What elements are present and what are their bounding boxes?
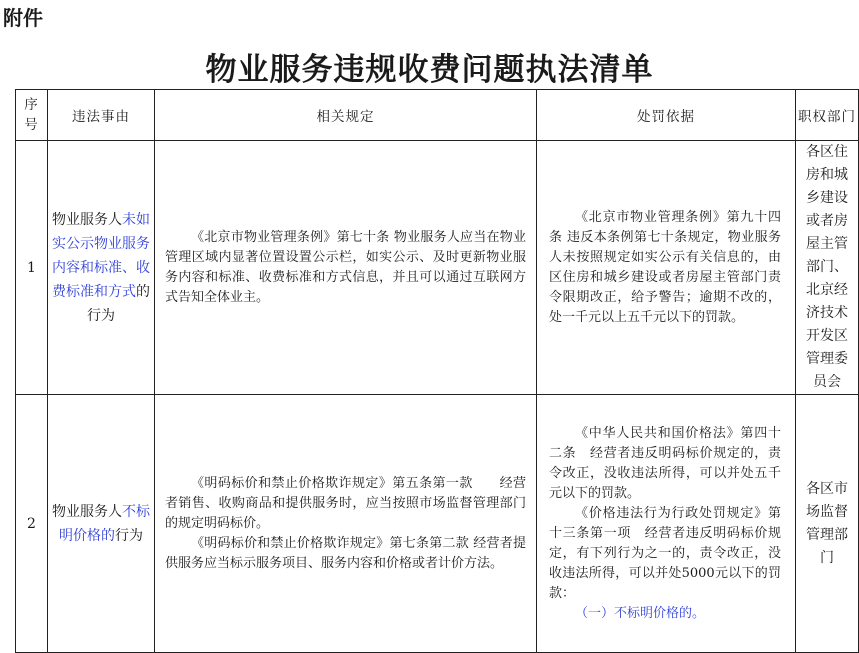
row-regulation [155, 395, 537, 653]
penalty-list-item: （一）不标明价格的。 [575, 605, 706, 621]
header-department: 职权部门 [796, 90, 859, 141]
row-matter [48, 141, 155, 395]
penalty-paragraph: 《中华人民共和国价格法》第四十二条 经营者违反明码标价规定的，责令改正，没收违法所得，可以并处五千元以下的罚款。 [549, 425, 781, 501]
penalty-paragraph: 《价格违法行为行政处罚规定》第十三条第一项 经营者违反明码标价规定，有下列行为之一的，责令改正，没收违法所得，可以并处5000元以下的罚款： [549, 505, 781, 601]
table-row [16, 395, 859, 653]
matter-suffix: 行为 [115, 527, 143, 544]
row-seq: 1 [16, 141, 48, 395]
table-header-row [16, 90, 859, 141]
penalty-paragraph: 《北京市物业管理条例》第九十四条 违反本条例第七十条规定，物业服务人未按照规定如实公示有关信息的，由区住房和城乡建设或者房屋主管部门责令限期改正，给予警告；逾期不改的，处一千元以上五千元以下的罚款。 [549, 209, 781, 325]
matter-prefix: 物业服务人 [52, 211, 122, 228]
row-department: 各区市场监督管理部门 [796, 395, 859, 653]
page-title: 物业服务违规收费问题执法清单 [205, 52, 654, 88]
header-regulation: 相关规定 [155, 90, 537, 141]
header-seq-line-1: 序 [24, 97, 39, 113]
regulation-paragraph: 《明码标价和禁止价格欺诈规定》第七条第二款 经营者提供服务应当标示服务项目、服务内容和价格或者计价方法。 [165, 535, 526, 571]
attachment-label: 附件 [3, 6, 43, 30]
regulation-paragraph: 《明码标价和禁止价格欺诈规定》第五条第一款 经营者销售、收购商品和提供服务时，应当按照市场监督管理部门的规定明码标价。 [165, 475, 526, 531]
header-seq [16, 90, 48, 141]
matter-highlight: 不标明价格的 [59, 503, 150, 544]
row-matter [48, 395, 155, 653]
header-seq-line-2: 号 [24, 117, 39, 133]
header-penalty: 处罚依据 [537, 90, 796, 141]
table-row [16, 141, 859, 395]
row-department: 各区住房和城乡建设或者房屋主管部门、北京经济技术开发区管理委员会 [796, 141, 859, 395]
header-matter: 违法事由 [48, 90, 155, 141]
row-penalty [537, 141, 796, 395]
enforcement-list-table [15, 89, 859, 653]
row-penalty [537, 395, 796, 653]
matter-highlight: 未如实公示物业服务内容和标准、收费标准和方式 [52, 211, 150, 300]
row-seq: 2 [16, 395, 48, 653]
regulation-paragraph: 《北京市物业管理条例》第七十条 物业服务人应当在物业管理区域内显著位置设置公示栏，如实公示、及时更新物业服务内容和标准、收费标准和方式信息，并且可以通过互联网方式告知全体业主。 [165, 229, 526, 305]
matter-suffix: 的行为 [87, 283, 150, 324]
row-regulation [155, 141, 537, 395]
matter-prefix: 物业服务人 [52, 503, 122, 520]
